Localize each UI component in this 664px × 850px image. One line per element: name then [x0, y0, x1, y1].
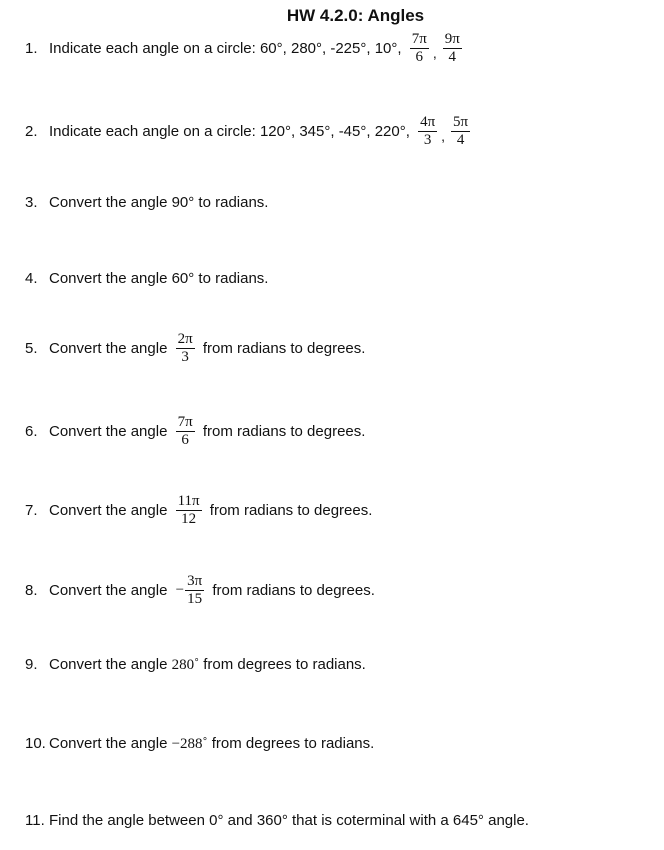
fraction-numerator: 7π — [177, 414, 193, 430]
fraction — [176, 415, 195, 449]
question-4 — [25, 271, 268, 286]
fraction — [418, 115, 437, 149]
question-text: from radians to degrees. — [212, 582, 375, 600]
page-title: HW 4.2.0: Angles — [286, 6, 425, 25]
question-text: Convert the angle — [49, 735, 168, 752]
question-2 — [25, 115, 474, 149]
question-text: from degrees to radians. — [211, 735, 375, 752]
fraction-numerator: 7π — [411, 31, 427, 47]
negative-sign: − — [175, 582, 185, 599]
fraction-numerator: 4π — [420, 114, 436, 130]
angle-value: −288˚ — [171, 736, 208, 752]
fraction-numerator: 3π — [187, 573, 203, 589]
question-text: from radians to degrees. — [202, 423, 366, 441]
fraction-denominator: 4 — [456, 131, 465, 148]
fraction — [176, 494, 202, 528]
question-text: Convert the angle — [49, 656, 168, 673]
question-number: 2. — [25, 123, 38, 141]
fraction-numerator: 9π — [444, 31, 460, 47]
fraction — [185, 574, 204, 608]
fraction — [443, 32, 462, 66]
question-text: Indicate each angle on a circle: 120°, 345°, -45°, 220°, — [49, 123, 410, 141]
fraction — [176, 332, 195, 366]
question-5 — [25, 332, 365, 366]
fraction-denominator: 6 — [181, 431, 189, 448]
fraction-numerator: 11π — [177, 493, 200, 509]
separator: , — [441, 127, 446, 144]
question-text: Convert the angle — [49, 423, 168, 441]
question-9 — [25, 657, 366, 673]
angle-value: 280˚ — [171, 657, 200, 673]
question-number: 7. — [25, 502, 38, 520]
separator: , — [432, 44, 437, 61]
question-3 — [25, 195, 268, 210]
question-text: Indicate each angle on a circle: 60°, 280°, -225°, 10°, — [49, 40, 402, 58]
fraction — [410, 32, 429, 66]
question-number: 11. — [25, 812, 45, 829]
fraction-numerator: 2π — [177, 331, 193, 347]
question-text: Find the angle between 0° and 360° that is coterminal with a 645° angle. — [49, 812, 529, 829]
question-number: 5. — [25, 340, 38, 358]
question-number: 6. — [25, 423, 38, 441]
question-text: from radians to degrees. — [202, 340, 366, 358]
question-text: from radians to degrees. — [209, 502, 373, 520]
question-text: Convert the angle — [49, 582, 168, 600]
question-8 — [25, 574, 375, 608]
question-text: from degrees to radians. — [203, 656, 366, 673]
question-number: 10. — [25, 735, 46, 752]
question-7 — [25, 494, 372, 528]
question-number: 4. — [25, 270, 38, 287]
question-text: Convert the angle — [49, 502, 168, 520]
fraction-denominator: 15 — [187, 590, 203, 607]
fraction-denominator: 4 — [448, 48, 456, 65]
fraction — [451, 115, 470, 149]
question-text: Convert the angle 60° to radians. — [49, 270, 269, 287]
fraction-denominator: 3 — [181, 348, 189, 365]
question-number: 9. — [25, 656, 38, 673]
question-text: Convert the angle 90° to radians. — [49, 194, 269, 211]
question-11 — [25, 813, 529, 828]
question-number: 1. — [25, 40, 38, 58]
question-text: Convert the angle — [49, 340, 168, 358]
question-number: 8. — [25, 582, 38, 600]
fraction-denominator: 12 — [181, 510, 197, 527]
fraction-denominator: 6 — [415, 48, 424, 65]
question-6 — [25, 415, 365, 449]
question-1 — [25, 32, 466, 66]
fraction-numerator: 5π — [453, 114, 469, 130]
question-number: 3. — [25, 194, 38, 211]
fraction-denominator: 3 — [423, 131, 432, 148]
question-10 — [25, 736, 374, 752]
